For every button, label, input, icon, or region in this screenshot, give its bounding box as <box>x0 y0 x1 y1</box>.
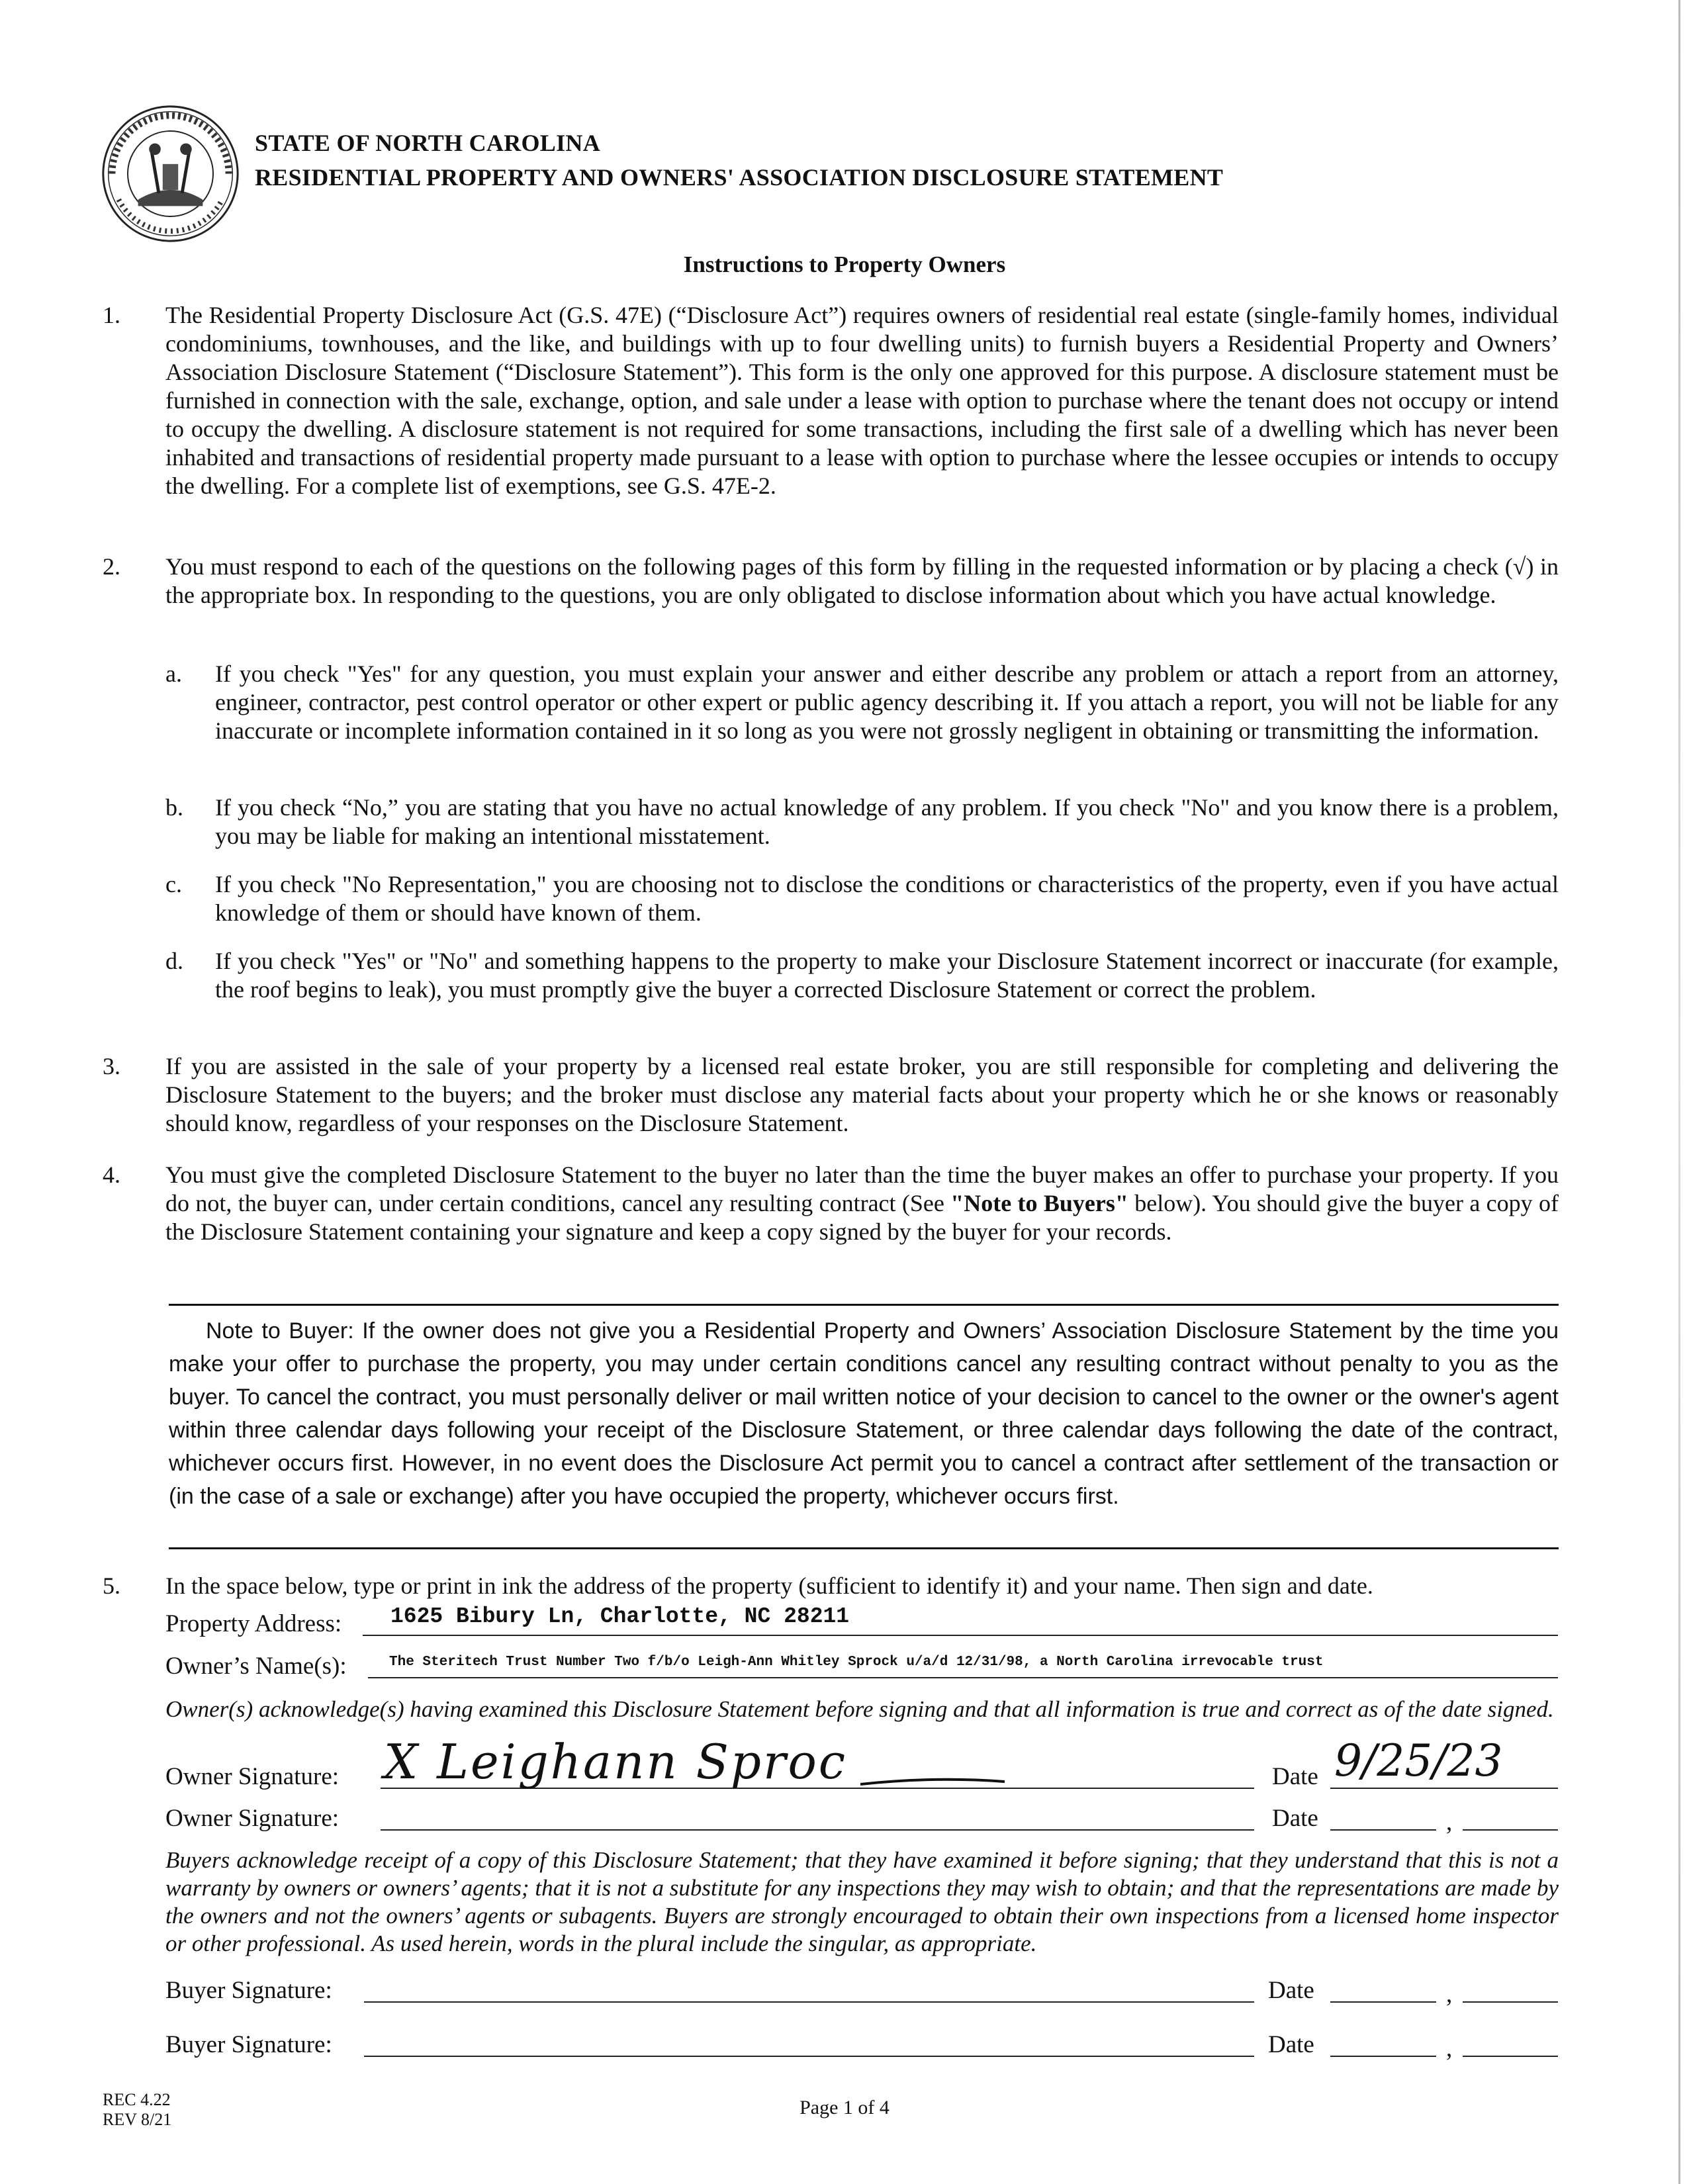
note-text: Note to Buyer: If the owner does not give you a Residential Property and Owners’ Association Disclosure Statement by the time you make your offer to purchase the property, you may under certain conditions cancel any resulting contract without penalty to you as the buyer. To cancel the contract, you must personally deliver or mail written notice of your decision to cancel to the owner or the owner's agent within three calendar days following your receipt of the Disclosure Statement, or three calendar days following the date of the contract, whichever occurs first. However, in no event does the Disclosure Act permit you to cancel a contract after settlement of the transaction or (in the case of a sale or exchange) after you have occupied the property, whichever occurs first. <box>169 1318 1559 1509</box>
subitem-letter: b. <box>165 794 183 821</box>
buyer-acknowledgement: Buyers acknowledge receipt of a copy of this Disclosure Statement; that they have examined it before signing; that they understand that this is not a warranty by owners or owners’ agents; that it is not a substitute for any inspections they may wish to obtain; and that the representations are made by the owners and not the owners’ agents or subagents. Buyers are strongly encouraged to obtain their own inspections from a licensed home inspector or other professional. As used herein, words in the plural include the singular, as appropriate. <box>165 1847 1559 1956</box>
item-number: 4. <box>103 1161 120 1188</box>
buyer-signature-label-2: Buyer Signature: <box>165 2031 332 2058</box>
instruction-item-2 <box>103 553 1559 610</box>
subitem-letter: c. <box>165 871 182 897</box>
buyer-year-line-1[interactable] <box>1463 2001 1558 2003</box>
subitem-letter: a. <box>165 660 182 687</box>
subitem-letter: d. <box>165 948 183 974</box>
item-number: 3. <box>103 1053 120 1079</box>
buyer-year-line-2[interactable] <box>1463 2056 1558 2057</box>
property-address-field[interactable]: 1625 Bibury Ln, Charlotte, NC 28211 <box>390 1604 850 1629</box>
instruction-subitem-b <box>165 794 1559 850</box>
item-text <box>165 1161 1559 1246</box>
instruction-item-1 <box>103 301 1559 500</box>
buyer-date-label-1: Date <box>1268 1977 1314 2004</box>
owner-date-line-1 <box>1330 1788 1558 1789</box>
owner-year-line-2[interactable] <box>1463 1829 1558 1831</box>
instruction-item-3 <box>103 1052 1559 1138</box>
page-number: Page 1 of 4 <box>799 2097 890 2118</box>
note-bottom-rule <box>169 1547 1559 1549</box>
property-address-label: Property Address: <box>165 1610 342 1637</box>
owner-date-label-2: Date <box>1272 1805 1318 1832</box>
item-text: You must respond to each of the questions on the following pages of this form by filling in the requested information or by placing a check (√) in the appropriate box. In responding to the questions, you are only obligated to disclose information about which you have actual knowledge. <box>165 553 1559 608</box>
subitem-text: If you check “No,” you are stating that you have no actual knowledge of any problem. If you check "No" and you know there is a problem, you may be liable for making an intentional misstatement. <box>215 794 1559 849</box>
instruction-item-5 <box>103 1572 1559 1600</box>
date-comma: , <box>1446 2035 1453 2062</box>
buyer-date-line-1[interactable] <box>1330 2001 1436 2003</box>
buyer-signature-line-2[interactable] <box>364 2056 1254 2057</box>
buyer-signature-line-1[interactable] <box>364 2001 1254 2003</box>
owner-signature-1[interactable]: X Leighann Sproc <box>384 1734 848 1790</box>
item-text: The Residential Property Disclosure Act (G.S. 47E) (“Disclosure Act”) requires owners of residential real estate (single-family homes, individual condominiums, townhouses, and the like, and buildings with up to four dwelling units) to furnish buyers a Residential Property and Owners’ Association Disclosure Statement (“Disclosure Statement”). This form is the only one approved for this purpose. A disclosure statement must be furnished in connection with the sale, exchange, option, and sale under a lease with option to purchase where the tenant does not occupy or intend to occupy the dwelling. A disclosure statement is not required for some transactions, including the first sale of a dwelling which has never been inhabited and transactions of residential property made pursuant to a lease with option to purchase where the lessee occupies or intends to occupy the dwelling. For a complete list of exemptions, see G.S. 47E-2. <box>165 302 1559 499</box>
nc-real-estate-commission-seal <box>99 103 242 245</box>
form-title: RESIDENTIAL PROPERTY AND OWNERS' ASSOCIATION DISCLOSURE STATEMENT <box>255 164 1224 191</box>
buyer-date-label-2: Date <box>1268 2031 1314 2058</box>
subitem-text: If you check "Yes" for any question, you must explain your answer and either describe any problem or attach a report from an attorney, engineer, contractor, pest control operator or other expert or public agency describing it. If you attach a report, you will not be liable for any inaccurate or incomplete information contained in it so long as you were not grossly negligent in obtaining or transmitting the information. <box>215 660 1559 744</box>
buyer-signature-label-1: Buyer Signature: <box>165 1977 332 2004</box>
note-top-rule <box>169 1304 1559 1306</box>
form-code: REC 4.22 <box>103 2090 171 2109</box>
owner-date-label-1: Date <box>1272 1763 1318 1790</box>
item-number: 1. <box>103 302 120 328</box>
item-text-part: below). You should give the buyer a copy of the Disclosure Statement containing your signature and keep a copy signed by the buyer for your records. <box>165 1190 1559 1245</box>
instruction-subitem-a <box>165 660 1559 745</box>
signature-tail-stroke <box>860 1772 1006 1792</box>
document-header <box>255 126 1223 195</box>
owner-names-label: Owner’s Name(s): <box>165 1653 347 1680</box>
state-title: STATE OF NORTH CAROLINA <box>255 130 601 156</box>
item-text: If you are assisted in the sale of your property by a licensed real estate broker, you are still responsible for completing and delivering the Disclosure Statement to the buyers; and the broker must disclose any material facts about your property which he or she knows or reasonably should know, regardless of your responses on the Disclosure Statement. <box>165 1053 1559 1136</box>
owner-date-1[interactable]: 9/25/23 <box>1334 1735 1503 1786</box>
item-text: In the space below, type or print in ink the address of the property (sufficient to identify it) and your name. Then sign and date. <box>165 1572 1373 1599</box>
item-number: 5. <box>103 1572 120 1599</box>
owner-acknowledgement: Owner(s) acknowledge(s) having examined this Disclosure Statement before signing and that all information is true and correct as of the date signed. <box>165 1696 1554 1722</box>
item-number: 2. <box>103 553 120 580</box>
instruction-item-4 <box>103 1161 1559 1246</box>
note-to-buyers-ref: "Note to Buyers" <box>950 1190 1128 1216</box>
subitem-text: If you check "No Representation," you are choosing not to disclose the conditions or characteristics of the property, even if you have actual knowledge of them or should have known of them. <box>215 871 1559 926</box>
instructions-title: Instructions to Property Owners <box>683 251 1006 277</box>
property-address-line <box>363 1635 1558 1636</box>
owner-signature-label-2: Owner Signature: <box>165 1805 340 1832</box>
owner-signature-label-1: Owner Signature: <box>165 1763 340 1790</box>
owner-date-line-2[interactable] <box>1330 1829 1436 1831</box>
instruction-subitem-d <box>165 947 1559 1004</box>
buyer-date-line-2[interactable] <box>1330 2056 1436 2057</box>
date-comma: , <box>1446 1809 1453 1836</box>
owner-names-field[interactable]: The Steritech Trust Number Two f/b/o Leigh-Ann Whitley Sprock u/a/d 12/31/98, a North Carolina irrevocable trust <box>389 1655 1324 1670</box>
owner-names-line <box>368 1677 1558 1678</box>
date-comma: , <box>1446 1981 1453 2008</box>
subitem-text: If you check "Yes" or "No" and something happens to the property to make your Disclosure Statement incorrect or inaccurate (for example, the roof begins to leak), you must promptly give the buyer a corrected Disclosure Statement or correct the problem. <box>215 948 1559 1003</box>
scan-edge <box>1678 0 1680 2184</box>
note-to-buyer <box>169 1314 1559 1513</box>
item-text-part: You must give the completed Disclosure Statement to the buyer no later than the time the buyer makes an offer to purchase your property. If you do not, the buyer can, under certain conditions, cancel any resulting contract (See <box>165 1161 1559 1216</box>
form-revision: REV 8/21 <box>103 2110 172 2129</box>
instruction-subitem-c <box>165 870 1559 927</box>
owner-signature-line-2[interactable] <box>381 1829 1254 1831</box>
